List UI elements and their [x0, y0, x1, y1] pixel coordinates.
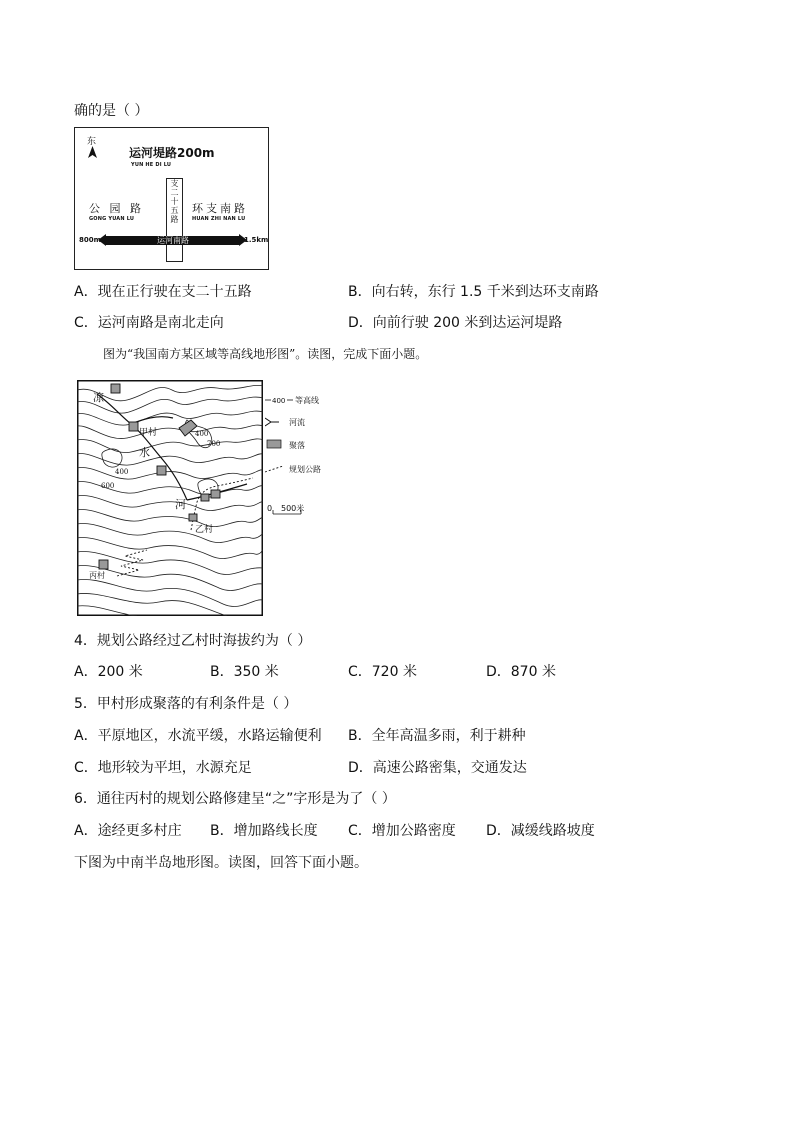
map-label-he: 河	[175, 498, 186, 511]
legend-road: 规划公路	[289, 465, 321, 474]
q6-option-a: A．途经更多村庄	[74, 823, 182, 839]
q5-option-a: A．平原地区，水流平缓，水路运输便利	[74, 728, 322, 744]
vertical-road-char: 五	[170, 206, 179, 215]
contour-label: 600	[101, 482, 115, 490]
vertical-road-char: 二	[170, 188, 179, 197]
intro-indochina-map: 下图为中南半岛地形图。读图，回答下面小题。	[74, 855, 368, 871]
scale-end: 500米	[281, 504, 305, 513]
left-road-pinyin: GONG YUAN LU	[89, 216, 135, 222]
q4-option-a: A．200 米	[74, 664, 143, 680]
q6-option-d: D．减缓线路坡度	[486, 823, 595, 839]
question-6-stem: 6．通往丙村的规划公路修建呈“之”字形是为了（ ）	[74, 791, 396, 807]
right-road-name: 环支南路	[192, 202, 248, 215]
q5-option-d: D．高速公路密集，交通发达	[348, 760, 527, 776]
q4-option-d: D．870 米	[486, 664, 556, 680]
vertical-road-sign	[166, 178, 183, 262]
legend-contour-value: 400	[272, 397, 286, 405]
top-road-name: 运河堤路200m	[129, 146, 215, 160]
scale-zero: 0	[267, 504, 273, 513]
contour-label: 700	[207, 440, 221, 448]
q3-option-b: B．向右转，东行 1.5 千米到达环支南路	[348, 284, 599, 300]
q5-option-b: B．全年高温多雨，利于耕种	[348, 728, 526, 744]
legend-river: 河流	[289, 418, 305, 427]
right-road-pinyin: HUAN ZHI NAN LU	[192, 216, 246, 222]
road-sign-figure	[74, 127, 269, 270]
vertical-road-char: 十	[170, 197, 179, 206]
north-arrow-icon	[88, 146, 97, 160]
q3-option-d: D．向前行驶 200 米到达运河堤路	[348, 315, 563, 331]
north-label: 东	[87, 137, 97, 147]
left-road-name: 公 园 路	[89, 202, 144, 215]
legend-settlement: 聚落	[289, 441, 305, 450]
map-label-yi: 乙村	[195, 525, 214, 535]
map-label-bing: 丙村	[89, 571, 105, 580]
q3-option-a: A．现在正行驶在支二十五路	[74, 284, 252, 300]
contour-label: 400	[195, 430, 209, 438]
question-3-stem-tail: 确的是（ ）	[74, 103, 149, 119]
q6-option-c: C．增加公路密度	[348, 823, 456, 839]
question-4-stem: 4．规划公路经过乙村时海拔约为（ ）	[74, 633, 312, 649]
vertical-road-char: 支	[170, 179, 179, 188]
legend-contour: 等高线	[295, 396, 319, 405]
settlement-legend-icon	[267, 440, 281, 448]
map-label-liang: 凉	[93, 391, 104, 404]
q6-option-b: B．增加路线长度	[210, 823, 318, 839]
contour-label: 400	[115, 468, 129, 476]
q4-option-c: C．720 米	[348, 664, 417, 680]
question-5-stem: 5．甲村形成聚落的有利条件是（ ）	[74, 696, 298, 712]
contour-map	[77, 380, 263, 616]
map-legend	[265, 390, 355, 520]
left-distance: 800m	[79, 236, 101, 244]
q5-option-c: C．地形较为平坦，水源充足	[74, 760, 252, 776]
map-label-jia: 甲村	[139, 428, 158, 438]
right-distance: 1.5km	[244, 236, 269, 244]
top-road-pinyin: YUN HE DI LU	[131, 162, 172, 168]
map-label-shui: 水	[139, 446, 150, 459]
intro-contour-map: 图为“我国南方某区域等高线地形图”。读图，完成下面小题。	[103, 347, 428, 361]
q4-option-b: B．350 米	[210, 664, 279, 680]
q3-option-c: C．运河南路是南北走向	[74, 315, 224, 331]
vertical-road-char: 路	[170, 215, 179, 224]
bottom-road-name: 运河南路	[157, 236, 189, 245]
